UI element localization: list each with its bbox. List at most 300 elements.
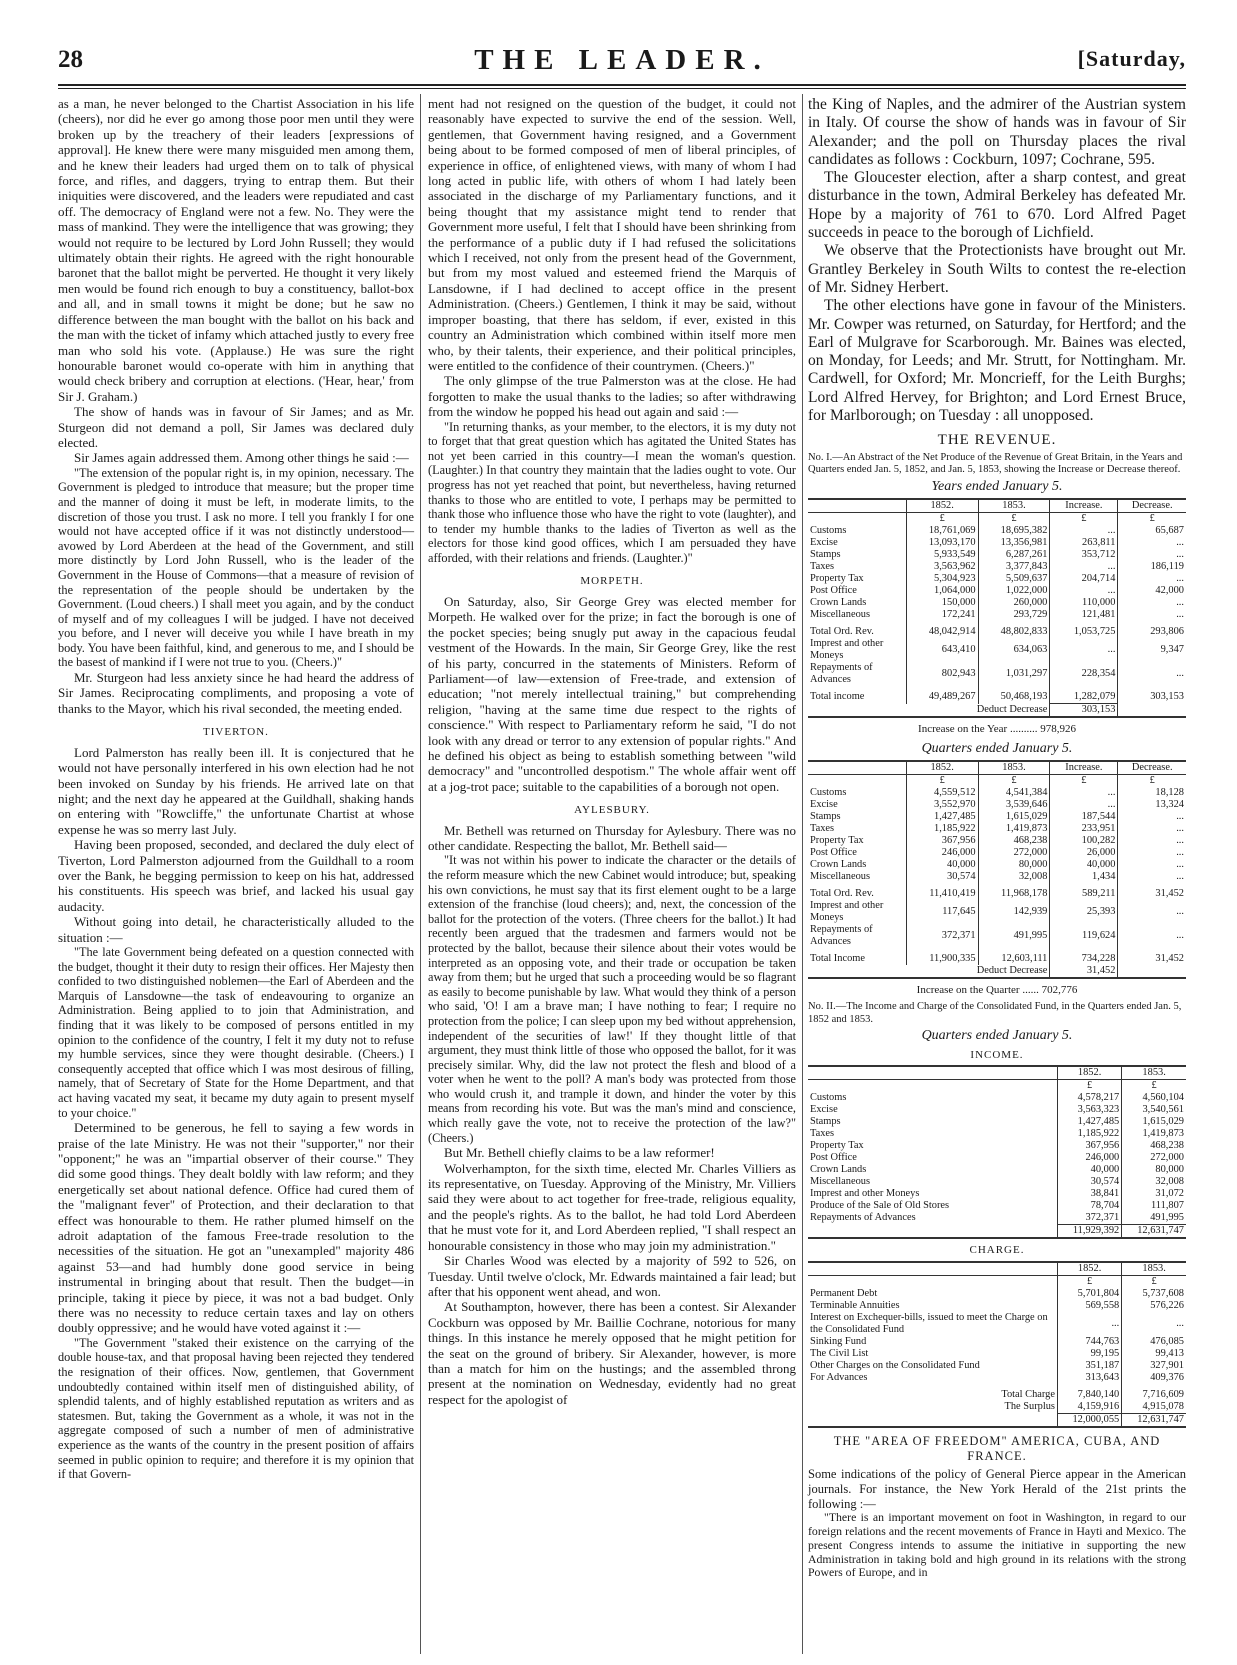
table-cell: 367,956 [906,835,978,847]
row-label: Stamps [810,810,841,822]
table-row [808,1140,1186,1152]
table-cell: 313,643 [1057,1372,1121,1384]
row-label [808,1225,1057,1238]
table-units-row [808,513,1186,526]
table-cell: 40,000 [1057,1164,1121,1176]
column-1 [58,96,414,1482]
charge-table-wrap [808,1261,1186,1428]
table-caption: Quarters ended January 5. [921,740,1073,756]
table-cell: 100,282 [1050,835,1118,847]
table-cell: 367,956 [1057,1140,1121,1152]
table-cell: 9,347 [1118,638,1186,662]
unit-cell: £ [1050,774,1118,787]
table-cell: 228,354 [1050,662,1118,686]
table-cell: 12,631,747 [1122,1413,1186,1426]
table-cell: 31,452 [1118,948,1186,965]
table-cell: 1,615,029 [1122,1116,1186,1128]
table-cell: 233,951 [1050,823,1118,835]
table-cell: 6,287,261 [978,549,1050,561]
table-cell: ... [1057,1312,1121,1336]
table-cell: 186,119 [1118,561,1186,573]
column-header: 1853. [1122,1263,1186,1276]
table-cell: 327,901 [1122,1360,1186,1372]
income-table [808,1067,1186,1237]
table-cell: 4,541,384 [978,787,1050,799]
table-cell: 50,468,193 [978,686,1050,704]
table-row [808,1312,1186,1336]
table-row [808,835,1186,847]
unit-cell: £ [906,774,978,787]
table-row [808,948,1186,965]
table-cell: ... [1118,549,1186,561]
row-label: Miscellaneous [810,609,871,621]
paragraph: Some indications of the policy of General Pierce appear in the American journals. For instance, the New York Herald of the 21st prints the following :— [808,1467,1186,1511]
table-cell: 99,195 [1057,1348,1121,1360]
table-row [808,585,1186,597]
table-cell: 5,701,804 [1057,1288,1121,1300]
table-cell: 3,563,323 [1057,1104,1121,1116]
row-label: Produce of the Sale of Old Stores [810,1200,950,1212]
paragraph: Wolverhampton, for the sixth time, elected Mr. Charles Villiers as its representative, on Tuesday. Approving of the Ministry, Mr. Villiers said they were about to act together for free-trade, religious equality, and the people's rights. As to the ballot, he had told Lord Aberdeen that he must vote for it, and Lord Aberdeen replied, "I shall respect an honourable consistency in those who may join my administration." [428,1160,796,1253]
table-row [808,1212,1186,1225]
column-header: Decrease. [1118,762,1186,775]
table-cell: 491,995 [1122,1212,1186,1225]
table-row [808,1401,1186,1414]
table-cell: 3,377,843 [978,561,1050,573]
column-header: Increase. [1050,762,1118,775]
table-cell: 4,559,512 [906,787,978,799]
quotation: "It was not within his power to indicate the character or the details of the reform measure which the new Cabinet would introduce; but, speaking his own convictions, he must say that its first element ought to be a large extension of the franchise (loud cheers); and, next, the concession of the ballot for the protection of the voters. (Three cheers for the ballot.) It had recently been argued that the tradesmen and farmers would not be protected by the ballot, because their silence about their votes would be interpreted as an opposing vote, and their trade or occupation be taken away from them; but he urged that such a proceeding would be so flagrant as easily to become punishable by law. What would they think of a person who said, 'O! I am a brave man; I have nothing to fear; I require no protection from the police; I can sleep upon my bed without apprehension, independent of the securities of law!' If they thought little of that argument, they must think little of those who opposed the ballot, for it was precisely similar. Why, did the law not protect the flesh and blood of a voter when he went to the poll? A man's body was protected from those who would crush it, and trample it down, and hinder the voter by this means from recording his vote. But was the man's mind and conscience, which really gave the vote, not to receive the protection of the law?" (Cheers.) [428,853,796,1145]
column-header: 1853. [978,500,1050,513]
increase-label: Increase on the Year [918,723,1008,736]
table-row [808,1288,1186,1300]
table-cell: 260,000 [978,597,1050,609]
table-cell: 12,000,055 [1057,1413,1121,1426]
table-row [808,537,1186,549]
row-label: Interest on Exchequer-bills, issued to meet the Charge on the Consolidated Fund [810,1311,1048,1335]
paragraph: We observe that the Protectionists have brought out Mr. Grantley Berkeley in South Wilts to contest the re-election of Mr. Sidney Herbert. [808,242,1186,296]
table-cell: 18,761,069 [906,525,978,537]
row-label: Stamps [810,549,841,561]
table-cell: 4,578,217 [1057,1092,1121,1104]
unit-cell: £ [1118,774,1186,787]
paragraph: Mr. Bethell was returned on Thursday for Aylesbury. There was no other candidate. Respecting the ballot, Mr. Bethell said— [428,822,796,853]
table-units-row [808,774,1186,787]
row-label: Imprest and other Moneys [810,1188,920,1200]
paragraph: Lord Palmerston has really been ill. It is conjectured that he would not have personally interfered in his own election had he not been invoked on Sunday by his friends. He arrived late on that night; and the next day he appeared at the Guildhall, shaking hands on entering with "Rowcliffe," the unfortunate Chartist at whose expense he was so merry last July. [58,744,414,837]
table-cell: 31,072 [1122,1188,1186,1200]
increase-value: 702,776 [1041,983,1078,996]
table-cell: 7,716,609 [1122,1384,1186,1401]
table-cell: 5,304,923 [906,573,978,585]
row-label: Repayments of Advances [810,1212,916,1224]
row-label: Taxes [810,561,835,573]
row-label: Post Office [810,846,857,858]
table-cell: 246,000 [1057,1152,1121,1164]
table-cell: 4,915,078 [1122,1401,1186,1414]
row-label: Customs [810,525,847,537]
table-cell: 409,376 [1122,1372,1186,1384]
cuba-heading: THE "AREA OF FREEDOM" AMERICA, CUBA, AND FRANCE. [833,1433,1161,1463]
table-cell: ... [1050,585,1118,597]
table-row [808,847,1186,859]
table-row [808,1384,1186,1401]
row-label: The Surplus [1004,1400,1055,1412]
row-label: Miscellaneous [810,870,871,882]
table-cell: 491,995 [978,924,1050,948]
paragraph: At Southampton, however, there has been a contest. Sir Alexander Cockburn was opposed by Mr. Baillie Cochrane, notorious for many things. In this instance he merely opposed that he might petition for the seat on the ground of bribery. Sir Alexander, however, is more than a match for him on the hustings; and the assembled throng present at the nomination on Wednesday, evidently had no great respect for the apologist of [428,1299,796,1407]
table-cell: 263,811 [1050,537,1118,549]
paragraph: as a man, he never belonged to the Chartist Association in his life (cheers), nor did he ever go among those poor men until they were broken up by the treachery of their leaders [expressions of approval]. He knew there were many misguided men among them, and he knew their leaders had urged them on to talk of physical force, and rifles, and daggers, trying to entrap them. But their iniquities were discovered, and the leaders were repudiated and cast off. The democracy of England were not a few. No. They were the mass of mankind. They were the intelligence that was growing; they would not require to be lectured by Lord John Russell; they would ultimately obtain their rights. He agreed with the right honourable baronet that the ballot might be perverted. He thought it very likely men would be found rich enough to buy a constituency, ballot-box and all, and in small towns it might be done; but he saw no difference between the man bought with the ballot on his back and the man with the ticket of infamy which attached justly to every free man who sold his vote. (Applause.) He was sure the right honourable baronet would co-operate with him in anything that would check bribery and corruption at elections. ('Hear, hear,' from Sir J. Graham.) [58,96,414,404]
table-cell: 734,228 [1050,948,1118,965]
table-caption: Years ended January 5. [931,478,1063,494]
unit-cell: £ [1050,513,1118,526]
table-row [808,662,1186,686]
row-label: Deduct Decrease [976,703,1048,715]
row-label: Post Office [810,585,857,597]
table-cell: 634,063 [978,638,1050,662]
column-divider [802,94,803,1654]
row-label: Total Income [810,952,865,964]
table-row [808,609,1186,621]
table-cell: 1,053,725 [1050,621,1118,638]
unit-cell: £ [1057,1275,1121,1288]
paragraph: Mr. Sturgeon had less anxiety since he had heard the address of Sir James. Reciprocating compliments, and proposing a vote of thanks to the Mayor, which his rival seconded, the meeting ended. [58,670,414,716]
table-cell: 1,615,029 [978,811,1050,823]
table-cell: 353,712 [1050,549,1118,561]
table-cell: 3,539,646 [978,799,1050,811]
row-label: Taxes [810,1128,835,1140]
table-row [808,924,1186,948]
table-cell: 576,226 [1122,1300,1186,1312]
header-rule-thin [58,88,1186,89]
column-header [808,1263,1057,1276]
row-label: Permanent Debt [810,1287,878,1299]
row-label: Crown Lands [810,1164,867,1176]
table-cell: 5,509,637 [978,573,1050,585]
table-cell: 30,574 [1057,1176,1121,1188]
table-row [808,1176,1186,1188]
table-cell: 3,563,962 [906,561,978,573]
paragraph: Having been proposed, seconded, and declared the duly elect of Tiverton, Lord Palmerston adjourned from the Guildhall to a room over the Bank, he begging permission to keep on his hat, addressed his constituents. His speech was brief, and lacked his usual gay audacity. [58,837,414,914]
table-row [808,549,1186,561]
charge-table [808,1263,1186,1426]
page-number: 28 [58,46,83,73]
table-cell: 80,000 [978,859,1050,871]
paragraph: Sir Charles Wood was elected by a majority of 592 to 526, on Tuesday. Until twelve o'clock, Mr. Edwards maintained a fair lead; but after that his opponent went ahead, and won. [428,1253,796,1299]
table-row [808,823,1186,835]
table-cell: 11,900,335 [906,948,978,965]
revenue-quarters-table [808,762,1186,977]
table-row [808,1300,1186,1312]
unit-cell: £ [1122,1080,1186,1093]
row-label: Terminable Annuities [810,1299,900,1311]
table-cell: 744,763 [1057,1336,1121,1348]
row-label: Customs [810,1092,847,1104]
row-label: The Civil List [810,1347,869,1359]
table-cell: ... [1118,597,1186,609]
table-cell: 1,282,079 [1050,686,1118,704]
table-row [808,787,1186,799]
paragraph: The Gloucester election, after a sharp contest, and great disturbance in the town, Admiral Berkeley has defeated Mr. Hope by a majority of 761 to 670. Lord Alfred Paget succeeds in peace to the borough of Lichfield. [808,169,1186,242]
quotation: "There is an important movement on foot in Washington, in regard to our foreign relations and the recent movements of France in Hayti and Mexico. The present Congress intends to assume the initiative in supporting the new Administration in taking bold and high ground in its relations with the strong Powers of Europe, and in [808,1510,1186,1580]
table-cell: ... [1050,525,1118,537]
row-label: Total Ord. Rev. [810,887,874,899]
table-cell: ... [1118,811,1186,823]
table-cell: 13,324 [1118,799,1186,811]
row-label: Other Charges on the Consolidated Fund [810,1359,980,1371]
row-label: Total Charge [1001,1388,1055,1400]
table-row [808,871,1186,883]
revenue-years-table [808,500,1186,716]
increase-on-year: Increase on the Year .......... 978,926 [918,723,1076,736]
paragraph: Determined to be generous, he fell to saying a few words in praise of the late Ministry. He was not their "supporter," nor their "opponent;" he was an "impartial observer of their course." They did some good things. They dealt boldly with law reform; and they energetically set about national defence. Office had cured them of the "malignant fever" of Protection, and their declaration to that effect was honourable to them. He rather plumed himself on the adroit adaptation of the famous Free-trade resolution to the necessities of the situation. He got an "unexampled" majority 486 against 53—and had humbly done good service in being instrumental in bringing about that result. Then the budget—in principle, taking it piece by piece, it was not a bad budget. Only there was no necessity to reduce certain taxes and lay on others doubly oppressive; and he would have voted against it :— [58,1120,414,1336]
row-label: Property Tax [810,573,864,585]
table-cell: 246,000 [906,847,978,859]
table-row [808,900,1186,924]
table-cell: 65,687 [1118,525,1186,537]
table-row [808,621,1186,638]
row-label: Imprest and other Moneys [810,899,884,923]
table-cell: ... [1050,638,1118,662]
table-cell: ... [1118,537,1186,549]
table-row [808,597,1186,609]
table-cell: 372,371 [1057,1212,1121,1225]
unit-cell: £ [1118,513,1186,526]
table-cell: 1,419,873 [1122,1128,1186,1140]
table-row [808,1104,1186,1116]
table-row [808,638,1186,662]
row-label: Excise [810,537,838,549]
row-label: Sinking Fund [810,1335,867,1347]
table-header-row [808,762,1186,775]
paragraph: The show of hands was in favour of Sir James; and as Mr. Sturgeon did not demand a poll, Sir James was declared duly elected. [58,404,414,450]
table-cell: 4,159,916 [1057,1401,1121,1414]
page-header [58,40,1186,82]
section-heading-morpeth: MORPETH. [580,575,644,588]
table-cell: 119,624 [1050,924,1118,948]
table-cell: 13,356,981 [978,537,1050,549]
column-header: Decrease. [1118,500,1186,513]
table-row [808,883,1186,900]
table-cell: 42,000 [1118,585,1186,597]
row-label: Total income [810,691,865,703]
table-row [808,1200,1186,1212]
table-cell: ... [1118,900,1186,924]
column-header: 1853. [978,762,1050,775]
column-header: 1852. [1057,1263,1121,1276]
table-cell: 293,806 [1118,621,1186,638]
row-label: Stamps [810,1116,841,1128]
table-row [808,1188,1186,1200]
table-row [808,525,1186,537]
table-cell: 1,427,485 [906,811,978,823]
table-units-row [808,1080,1186,1093]
section-heading-tiverton: TIVERTON. [203,726,269,739]
table-header-row [808,1067,1186,1080]
quotation: "In returning thanks, as your member, to the electors, it is my duty not to forget that that great question which has agitated the United States has not yet been carried in this country—I mean the woman's question. (Laughter.) In that country they maintain that the ladies ought to vote. Our progress has not yet reached that point, but nevertheless, having returned thanks to those who are entitled to vote, I perhaps may be permitted to thank those who influence those who have the right to vote (laughter), and to tender my humble thanks to the ladies of Tiverton as well as the electors for those kind good offices, which I am persuaded they have afforded, with their relations and friends. (Laughter.)" [428,419,796,565]
increase-value: 978,926 [1040,723,1076,736]
table-row [808,811,1186,823]
table-cell: 293,729 [978,609,1050,621]
table-cell: 1,185,922 [906,823,978,835]
column-header: Increase. [1050,500,1118,513]
unit-cell: £ [978,774,1050,787]
table-cell: 150,000 [906,597,978,609]
row-label: Taxes [810,822,835,834]
table-cell: 48,042,914 [906,621,978,638]
table-row [808,1413,1186,1426]
table-cell: 117,645 [906,900,978,924]
increase-label: Increase on the Quarter [916,983,1020,996]
unit-cell [808,513,906,526]
table-cell: 110,000 [1050,597,1118,609]
column-2 [428,96,796,1407]
increase-on-quarter: Increase on the Quarter ...... 702,776 [916,983,1078,996]
table-cell: ... [1118,835,1186,847]
paragraph: On Saturday, also, Sir George Grey was elected member for Morpeth. He walked over for the prize; in fact the borough is one of the pocket species; being snugly put away in the capacious feudal vestment of the Howards. In the main, Sir George Grey, like the rest of his party, concurred in the statements of Ministers. Reform of Parliament—of law—extension of Free-trade, and extension of education; "not merely intellectual training," but comprehending religion, "having at the same time due respect to the rights of conscience." With respect to Parliamentary reform he said, "I do not look with any dread or terror to any extension of popular rights." And he defined his object as being to establish something between "wild democracy" and "uncontrolled despotism." The whole affair went off at a jog-trot pace; suitable to the capabilities of a borough not open. [428,593,796,794]
table-cell: 1,031,297 [978,662,1050,686]
table-cell: 26,000 [1050,847,1118,859]
table-cell: 272,000 [978,847,1050,859]
paragraph: Without going into detail, he characteristically alluded to the situation :— [58,914,414,945]
row-label: Deduct Decrease [976,964,1048,976]
table-cell: 272,000 [1122,1152,1186,1164]
row-label: Excise [810,798,838,810]
column-divider [420,94,421,1654]
revenue-note: No. I.—An Abstract of the Net Produce of the Revenue of Great Britain, in the Years and Quarters ended Jan. 5, 1852, and Jan. 5, 1853, showing the Increase or Decrease thereof. [808,451,1183,476]
row-label: For Advances [810,1371,868,1383]
table-cell: 121,481 [1050,609,1118,621]
table-cell: ... [1122,1312,1186,1336]
table-row [808,859,1186,871]
table-cell: 11,929,392 [1057,1225,1121,1238]
table-cell: ... [1118,924,1186,948]
table-cell: 802,943 [906,662,978,686]
table-caption: Quarters ended January 5. [921,1028,1073,1044]
unit-cell: £ [906,513,978,526]
table-cell: 569,558 [1057,1300,1121,1312]
row-label: Repayments of Advances [810,923,873,947]
table-cell: 38,841 [1057,1188,1121,1200]
paragraph: Sir James again addressed them. Among other things he said :— [74,450,409,466]
table-cell: 476,085 [1122,1336,1186,1348]
table-row [808,1372,1186,1384]
table-row [808,1164,1186,1176]
table-cell: 31,452 [1050,965,1118,977]
issue-day: [Saturday, [1077,46,1186,71]
table-cell: 187,544 [1050,811,1118,823]
unit-cell: £ [1057,1080,1121,1093]
table-header-row [808,1263,1186,1276]
paragraph: ment had not resigned on the question of the budget, it could not reasonably have expected to survive the end of the session. Well, gentlemen, that Government having resigned, and a Government being about to be formed composed of men of liberal principles, of experience in office, of enlightened views, with many of whom I had long acted in public life, with others of whom I had lately been associated in the discharge of my Parliamentary functions, and it being thought that my assistance might tend to render that Government more useful, I felt that I should have been shrinking from the performance of a public duty if I had refused the solicitations which I received, not only from the present head of the Government, but from my most valued and esteemed friend the Marquis of Lansdowne, if I had declined to accept office in the present Administration. (Cheers.) Gentlemen, I think it may be said, without improper boasting, that there has seldom, if ever, existed in this country an Administration which combined within itself more men who, by their talents, their experience, and their political principles, were entitled to the confidence of their countrymen. (Cheers.)" [428,96,796,373]
header-rule [58,84,1186,86]
table-cell: 1,427,485 [1057,1116,1121,1128]
table-cell: 3,552,970 [906,799,978,811]
masthead: THE LEADER. [474,44,770,76]
paragraph: The other elections have gone in favour of the Ministers. Mr. Cowper was returned, on Saturday, for Hertford; and the Earl of Mulgrave for Scarborough. Mr. Baines was elected, on Monday, for Leeds; and Mr. Strutt, for Nottingham. Mr. Cardwell, for Oxford; Mr. Moncrieff, for the Leith Burghs; Lord Alfred Hervey, for Brighton; and Lord Ernest Bruce, for Marlborough; on Tuesday : all unopposed. [808,297,1186,425]
table-cell: 1,185,922 [1057,1128,1121,1140]
table-row [808,1336,1186,1348]
table-cell: 204,714 [1050,573,1118,585]
table-cell: 18,128 [1118,787,1186,799]
income-table-wrap [808,1065,1186,1239]
row-label: Miscellaneous [810,1176,871,1188]
revenue-title: THE REVENUE. [937,432,1057,449]
table-cell [1118,704,1186,717]
paragraph: the King of Naples, and the admirer of the Austrian system in Italy. Of course the show of hands was in favour of Sir Alexander; and the poll on Thursday places the rival candidates as follows : Cockburn, 1097; Cochrane, 595. [808,96,1186,168]
table-cell: ... [1118,609,1186,621]
table-row [808,704,1186,717]
unit-cell: £ [978,513,1050,526]
row-label: Total Ord. Rev. [810,626,874,638]
table-cell: 172,241 [906,609,978,621]
row-label: Property Tax [810,1140,864,1152]
table-cell: 351,187 [1057,1360,1121,1372]
revenue-quarters-table-wrap [808,760,1186,979]
table-cell: 7,840,140 [1057,1384,1121,1401]
table-cell: 468,238 [978,835,1050,847]
table-cell: 4,560,104 [1122,1092,1186,1104]
table-cell: 111,807 [1122,1200,1186,1212]
table-row [808,1128,1186,1140]
table-header-row [808,500,1186,513]
column-header [808,762,906,775]
table-cell: ... [1118,662,1186,686]
table-cell [1118,965,1186,977]
table-cell: ... [1118,823,1186,835]
table-cell: 13,093,170 [906,537,978,549]
table-cell: 1,064,000 [906,585,978,597]
row-label: Excise [810,1104,838,1116]
column-header: 1853. [1122,1067,1186,1080]
table-cell: 48,802,833 [978,621,1050,638]
table-cell: 32,008 [1122,1176,1186,1188]
table-cell: ... [1118,573,1186,585]
table-cell: 468,238 [1122,1140,1186,1152]
row-label: Crown Lands [810,597,867,609]
table-cell: 80,000 [1122,1164,1186,1176]
table-row [808,573,1186,585]
table-cell: ... [1050,799,1118,811]
table-cell: 31,452 [1118,883,1186,900]
paragraph: But Mr. Bethell chiefly claims to be a law reformer! [444,1145,715,1161]
unit-cell [808,1275,1057,1288]
table-cell: 5,933,549 [906,549,978,561]
income-heading: INCOME. [970,1048,1024,1061]
table-cell: 1,419,873 [978,823,1050,835]
table-cell: 12,603,111 [978,948,1050,965]
table-cell: 18,695,382 [978,525,1050,537]
table-cell: 303,153 [1050,704,1118,717]
column-header [808,500,906,513]
quotation: "The extension of the popular right is, in my opinion, necessary. The Government is pledged to introduce that measure; but the proper time and the manner of doing it must be left, in moderate limits, to the discretion of those you trust. I ask no more. I tell you frankly I for one would not have accepted office if it was not distinctly understood—avowed by Lord Aberdeen at the head of the Government, and still more distinctly by Lord John Russell, who is the leader of the Government in the House of Commons—that a measure of revision of the representation of the people should be undertaken by the Government. (Loud cheers.) I shall meet you again, and by the conduct of myself and of my colleagues I will be judged. I have not deceived you before, and I never will deceive you while I have breath in my body. You have been faithful, kind, and generous to me, and I should be the basest of mankind if I were not true to you. (Cheers.)" [58,465,414,670]
column-header: 1852. [906,762,978,775]
row-label: Property Tax [810,834,864,846]
table-units-row [808,1275,1186,1288]
table-cell: 142,939 [978,900,1050,924]
table-cell: 11,410,419 [906,883,978,900]
paragraph: The only glimpse of the true Palmerston was at the close. He had forgotten to make the usual thanks to the ladies; so after withdrawing from the window he popped his head out again and said :— [428,373,796,420]
table-cell: 12,631,747 [1122,1225,1186,1238]
row-label: Repayments of Advances [810,662,873,686]
table-cell: 372,371 [906,924,978,948]
table-cell: 49,489,267 [906,686,978,704]
table-cell: 5,737,608 [1122,1288,1186,1300]
table-cell: ... [1118,871,1186,883]
table-cell: 40,000 [1050,859,1118,871]
table-row [808,686,1186,704]
